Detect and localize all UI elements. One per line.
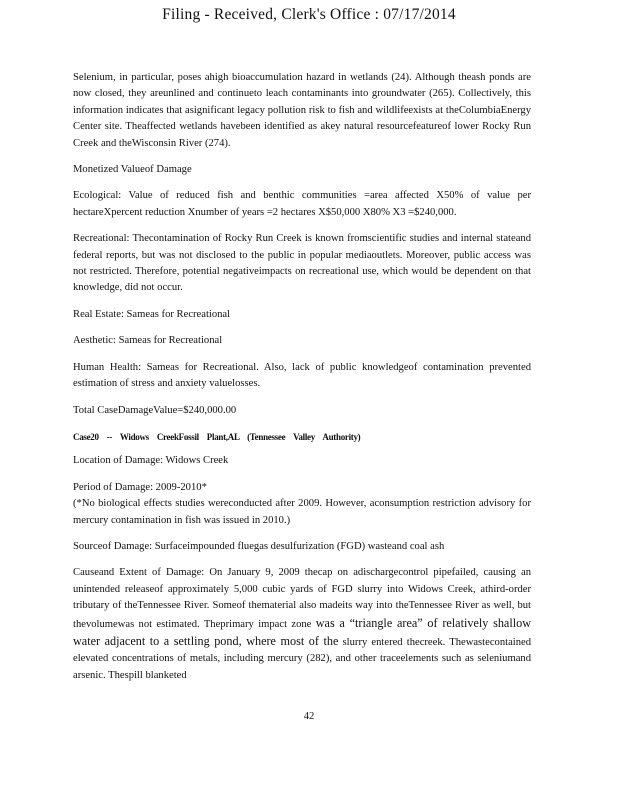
- document-body: [73, 70, 531, 684]
- case-heading: Case20 -- Widows CreekFossil Plant,AL (Tennessee Valley Authority): [73, 431, 361, 442]
- section-heading-monetized-value: Monetized Valueof Damage: [73, 164, 192, 176]
- period-footnote: (*No biological effects studies wereconducted after 2009. However, aconsumption restriction advisory for mercury contamination in fish was issued in 2010.): [73, 498, 531, 526]
- cause-text-part3: slurry entered thecreek. Thewastecontained elevated concentrations of metals, including mercury (282), and other traceelements such as seleniumand arsenic. Thespill blanketed: [73, 636, 532, 681]
- paragraph-real-estate: Real Estate: Sameas for Recreational: [73, 308, 231, 320]
- total-case-damage-value: Total CaseDamageValue=$240,000.00: [73, 404, 237, 416]
- location-of-damage: Location of Damage: Widows Creek: [73, 455, 229, 467]
- paragraph-recreational: Recreational: Thecontamination of Rocky Run Creek is known fromscientific studies and internal stateand federal reports, but was not disclosed to the public in popular mediaoutlets. Moreover, public access was not restricted. Therefore, potential negativeimpacts on recreational use, which would be dependent on that knowledge, did not occur.: [73, 233, 531, 294]
- period-of-damage: Period of Damage: 2009-2010*: [73, 481, 207, 493]
- cause-and-extent-paragraph: [73, 565, 531, 684]
- source-of-damage: Sourceof Damage: Surfaceimpounded fluegas desulfurization (FGD) wasteand coal ash: [73, 540, 445, 552]
- paragraph-aesthetic: Aesthetic: Sameas for Recreational: [73, 335, 223, 347]
- paragraph-ecological: Ecological: Value of reduced fish and benthic communities =area affected X50% of value per hectareXpercent reduction Xnumber of years =2 hectares X$50,000 X80% X3 =$240,000.: [73, 190, 531, 218]
- paragraph-human-health: Human Health: Sameas for Recreational. Also, lack of public knowledgeof contamination prevented estimation of stress and anxiety valuelosses.: [73, 361, 531, 390]
- filing-stamp-header: Filing - Received, Clerk's Office : 07/17/2014: [162, 6, 456, 23]
- cause-text-part1: Causeand Extent of Damage: On January 9, 2009 thecap on adischargecontrol pipefailed, causing an unintended releaseof approximately 5,000 cubic yards of FGD slurry into Widows Creek, athird-order tributary of theTennessee River. Someof thematerial also madeits way into theTennessee River as well, but thevolumewas not estimated. Theprimary impact zone: [73, 567, 531, 630]
- paragraph-selenium: Selenium, in particular, poses ahigh bioaccumulation hazard in wetlands (24). Although theash ponds are now closed, they areunlined and continueto leach contaminants into groundwater (265). Collectively, this information indicates that asignificant legacy pollution risk to fish and wildlifeexists at theColumbiaEnergy Center site. Theaffected wetlands havebeen identified as akey natural resourcefeatureof lower Rocky Run Creek and theWisconsin River (274).: [73, 72, 531, 149]
- cause-text-part2: was a “triangle area” of relatively shallow water adjacent to a settling pond, where most of the: [73, 615, 532, 648]
- page-number: 42: [303, 711, 315, 722]
